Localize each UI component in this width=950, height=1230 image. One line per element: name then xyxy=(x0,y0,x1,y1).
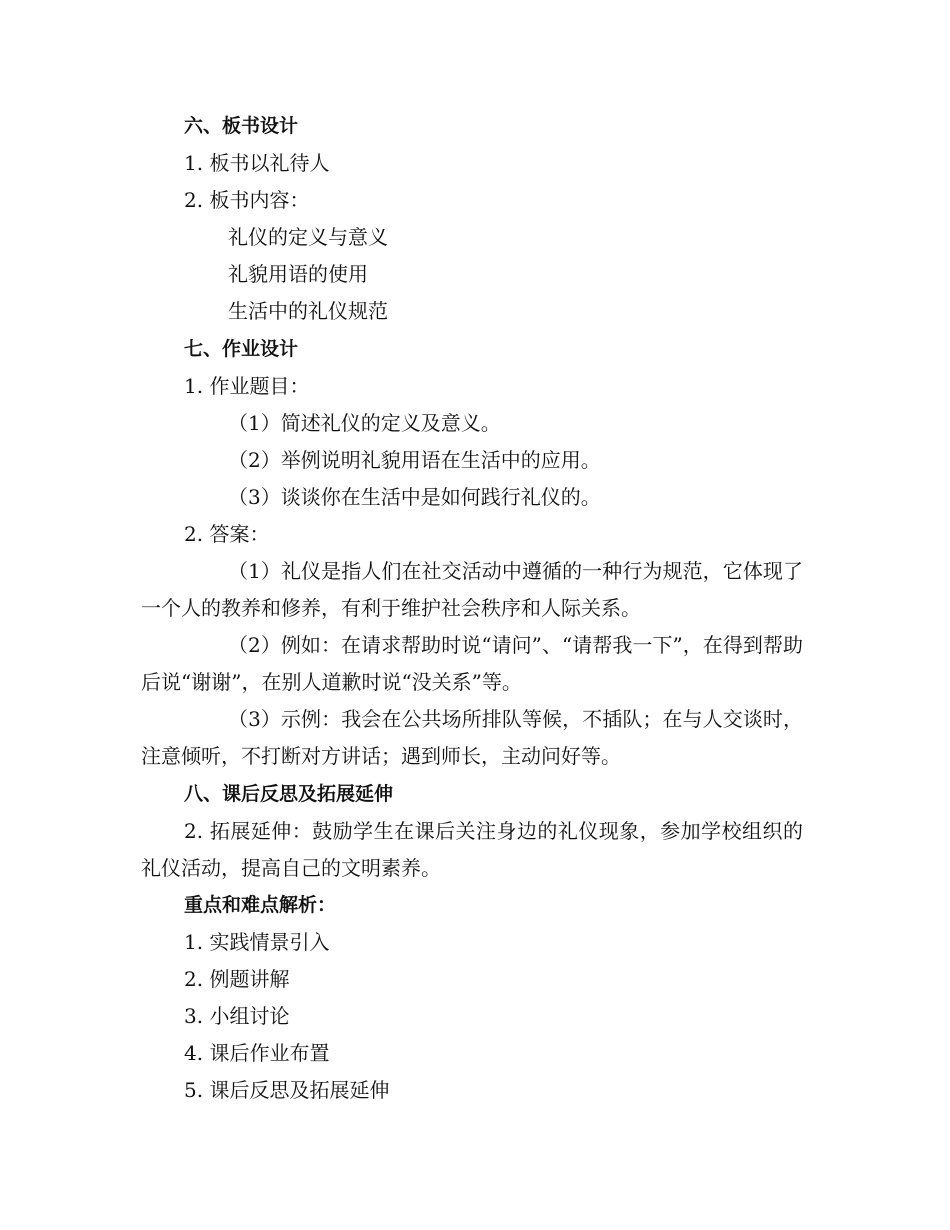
s7-item-2: 2. 答案： xyxy=(184,522,270,546)
section-6-heading: 六、板书设计 xyxy=(184,115,299,137)
s7-question-1: （1）简述礼仪的定义及意义。 xyxy=(228,411,501,435)
s7-answer-1: （1）礼仪是指人们在社交活动中遵循的一种行为规范，它体现了一个人的教养和修养，有利于维护社会秩序和人际关系。 xyxy=(141,559,803,620)
section-7-heading: 七、作业设计 xyxy=(184,338,299,360)
key-item-5: 5. 课后反思及拓展延伸 xyxy=(184,1078,390,1102)
s7-item-1: 1. 作业题目： xyxy=(184,374,310,398)
section-8-heading: 八、课后反思及拓展延伸 xyxy=(184,783,394,805)
key-points-heading: 重点和难点解析： xyxy=(184,894,337,916)
s6-sub-2: 礼貌用语的使用 xyxy=(228,262,368,286)
s7-question-3: （3）谈谈你在生活中是如何践行礼仪的。 xyxy=(228,485,601,509)
s7-question-2: （2）举例说明礼貌用语在生活中的应用。 xyxy=(228,448,601,472)
s7-answer-3: （3）示例：我会在公共场所排队等候，不插队；在与人交谈时，注意倾听，不打断对方讲话；遇到师长，主动问好等。 xyxy=(141,707,803,768)
s6-sub-3: 生活中的礼仪规范 xyxy=(228,299,388,323)
s8-extension: 2. 拓展延伸：鼓励学生在课后关注身边的礼仪现象，参加学校组织的礼仪活动，提高自己的文明素养。 xyxy=(141,819,803,880)
key-item-1: 1. 实践情景引入 xyxy=(184,930,330,954)
key-item-4: 4. 课后作业布置 xyxy=(184,1041,330,1065)
s6-item-1: 1. 板书以礼待人 xyxy=(184,151,330,175)
s6-item-2: 2. 板书内容： xyxy=(184,188,310,212)
key-item-2: 2. 例题讲解 xyxy=(184,967,290,991)
s6-sub-1: 礼仪的定义与意义 xyxy=(228,225,388,249)
key-item-3: 3. 小组讨论 xyxy=(184,1004,290,1028)
s7-answer-2: （2）例如：在请求帮助时说“请问”、“请帮我一下”，在得到帮助后说“谢谢”，在别人道歉时说“没关系”等。 xyxy=(141,633,803,694)
